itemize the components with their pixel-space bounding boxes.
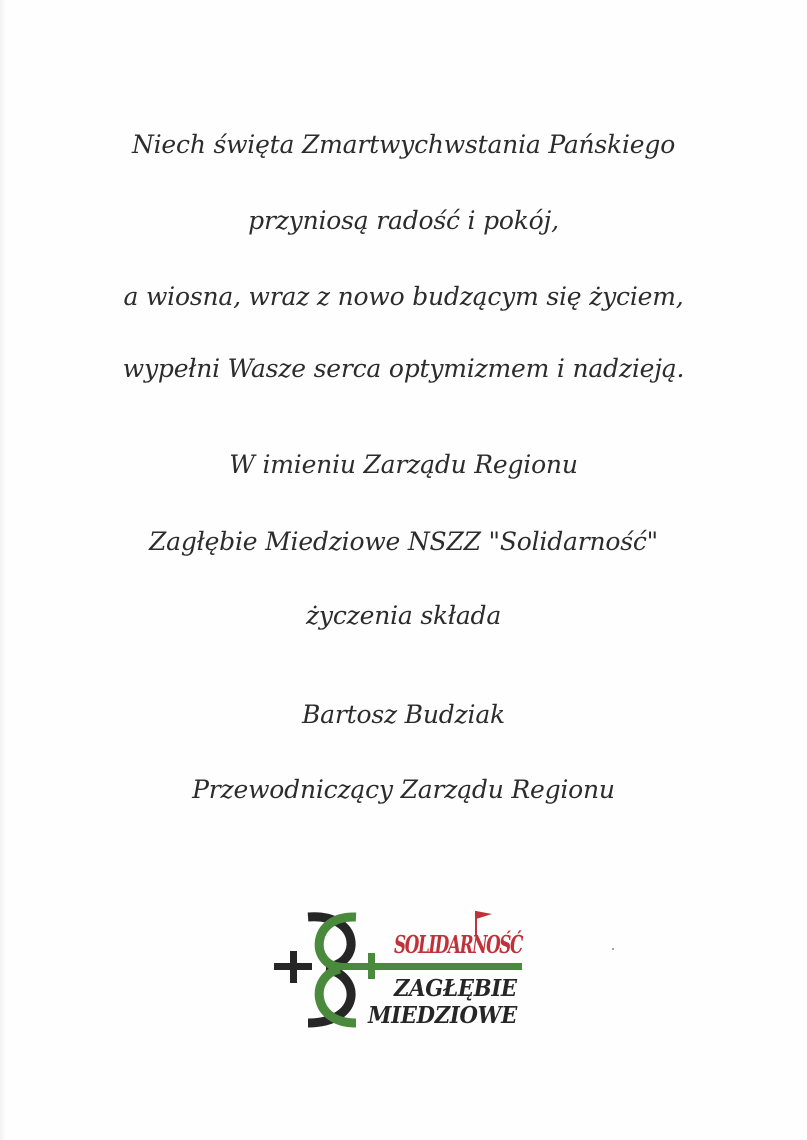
logo-text-zaglebie: ZAGŁĘBIE <box>394 975 517 1002</box>
signatory-title: Przewodniczący Zarządu Regionu <box>192 775 615 804</box>
scan-speck <box>612 948 614 950</box>
logo-text-miedziowe: MIEDZIOWE <box>368 1002 517 1029</box>
greeting-line-1: Niech święta Zmartwychwstania Pańskiego <box>131 130 676 159</box>
solidarnosc-zaglebie-miedziowe-logo <box>270 905 540 1040</box>
greeting-line-4: wypełni Wasze serca optymizmem i nadzieją. <box>122 354 685 383</box>
scan-edge-shadow <box>0 0 6 1140</box>
greeting-line-2: przyniosą radość i pokój, <box>248 206 559 235</box>
greeting-line-3: a wiosna, wraz z nowo budzącym się życiem, <box>123 282 684 311</box>
svg-text:SOLIDARNOŚĆ: SOLIDARNOŚĆ <box>394 930 524 959</box>
signatory-name: Bartosz Budziak <box>302 700 505 729</box>
signature-line-2: Zagłębie Miedziowe NSZZ "Solidarność" <box>149 527 658 556</box>
signature-line-1: W imieniu Zarządu Regionu <box>229 450 578 479</box>
signature-line-3: życzenia składa <box>305 601 502 630</box>
